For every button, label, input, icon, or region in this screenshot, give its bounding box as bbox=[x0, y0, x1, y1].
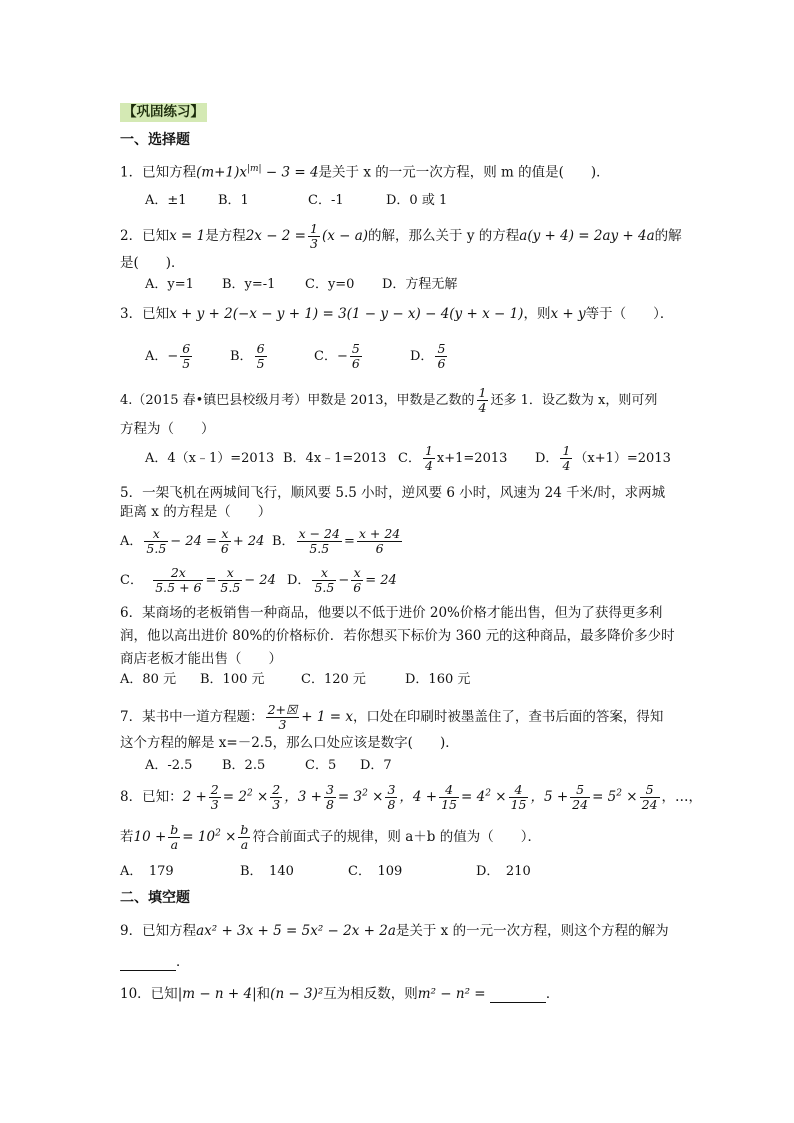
question-1: 1．已知方程$(m+1)x^{|m|} - 3 = 4$是关于 x 的一元一次方程，则 m 的值是( )． bbox=[120, 164, 610, 181]
q9-answer-blank[interactable] bbox=[120, 956, 176, 971]
q5-option-c: C． $\frac{2x}{5.5 + 6}$ = $\frac{x}{5.5}$ − 24 bbox=[120, 565, 276, 595]
q3-option-c: C．− $\frac{5}{6}$ bbox=[314, 341, 360, 371]
q8-option-b: B． 140 bbox=[240, 864, 294, 879]
question-2: 2．已知x = 1是方程2x − 2 = $\frac{1}{3}$ (x − a)的解，那么关于 y 的方程a(y + 4) = 2ay + 4a的解 bbox=[120, 221, 682, 251]
q4-option-d: D． $\frac{1}{4}$ （x+1）=2013 bbox=[535, 443, 671, 473]
q2-option-c: C．y=0 bbox=[305, 277, 355, 292]
q1-option-c: C．-1 bbox=[308, 193, 344, 208]
q3-option-d: D． $\frac{5}{6}$ bbox=[410, 341, 446, 371]
question-8-line2: 若10 + $\frac{b}{a}$ = $10^2$ × $\frac{b}{a}$ 符合前面式子的规律，则 a＋b 的值为（ ）． bbox=[120, 822, 541, 852]
q6-option-c: C．120 元 bbox=[301, 672, 366, 687]
section-choice-title: 一、选择题 bbox=[120, 132, 190, 148]
q2-option-b: B．y=-1 bbox=[222, 277, 276, 292]
q5-option-b: B． $\frac{x - 24}{5.5}$ = $\frac{x + 24}{6}$ bbox=[272, 526, 401, 556]
question-5-line2: 距离 x 的方程是（ ） bbox=[120, 504, 272, 520]
q8-option-a: A． 179 bbox=[120, 864, 174, 879]
practice-badge: 【巩固练习】 bbox=[120, 103, 207, 122]
q3-option-a: A．− $\frac{6}{5}$ bbox=[145, 341, 191, 371]
question-2-line2: 是( )． bbox=[120, 255, 185, 271]
q1-option-a: A．±1 bbox=[145, 193, 187, 208]
question-6-line2: 润，他以高出进价 80%的价格标价．若你想买下标价为 360 元的这种商品，最多降价多少时 bbox=[120, 628, 675, 644]
q8-option-c: C． 109 bbox=[348, 864, 403, 879]
question-4-line2: 方程为（ ） bbox=[120, 421, 215, 437]
question-8: 8．已知：2 + $\frac{2}{3}$ = $2^2$ × $\frac{2}{3}$ ，3 + $\frac{3}{8}$ = $3^2$ × $\frac{3}{8}$ ，4 + $\frac{4}{15}$ = $4^2$ × $\frac{4}{15}$ ，5 + $\frac{5}{24}$ = $5^2$ × $\frac{5}{24}$ ，…， bbox=[120, 782, 703, 812]
q1-option-b: B．1 bbox=[218, 193, 249, 208]
q5-option-d: D． $\frac{x}{5.5}$ − $\frac{x}{6}$ = 24 bbox=[287, 565, 397, 595]
q4-option-c: C． $\frac{1}{4}$ x+1=2013 bbox=[398, 443, 508, 473]
q6-option-b: B．100 元 bbox=[200, 672, 265, 687]
question-5: 5．一架飞机在两城间飞行，顺风要 5.5 小时，逆风要 6 小时，风速为 24 千米/时，求两城 bbox=[120, 485, 666, 501]
question-7: 7．某书中一道方程题： $\frac{2+☒}{3}$ + 1 = x，口处在印刷时被墨盖住了，查书后面的答案，得知 bbox=[120, 702, 664, 732]
q7-fraction: $\frac{2+☒}{3}$ bbox=[267, 702, 298, 732]
q5-option-a: A． $\frac{x}{5.5}$ − 24 = $\frac{x}{6}$ + 24 bbox=[120, 526, 265, 556]
q3-option-b: B． $\frac{6}{5}$ bbox=[230, 341, 265, 371]
q6-option-a: A．80 元 bbox=[120, 672, 177, 687]
question-6: 6．某商场的老板销售一种商品，他要以不低于进价 20%价格才能出售，但为了获得更多利 bbox=[120, 605, 663, 621]
q7-option-b: B．2.5 bbox=[222, 758, 266, 773]
q2-option-a: A．y=1 bbox=[145, 277, 194, 292]
question-6-line3: 商店老板才能出售（ ） bbox=[120, 651, 282, 667]
question-10: 10．已知|m − n + 4|和(n − 3)²互为相反数，则m² − n² = ． bbox=[120, 986, 560, 1002]
q8-option-d: D． 210 bbox=[476, 864, 531, 879]
q7-option-c: C．5 bbox=[305, 758, 337, 773]
q7-option-a: A．-2.5 bbox=[145, 758, 193, 773]
question-7-line2: 这个方程的解是 x=－2.5，那么口处应该是数字( )． bbox=[120, 735, 459, 751]
q1-option-d: D．0 或 1 bbox=[386, 193, 448, 208]
question-4: 4.（2015 春•镇巴县校级月考）甲数是 2013，甲数是乙数的 $\frac{1}{4}$ 还多 1．设乙数为 x，则可列 bbox=[120, 385, 658, 415]
q6-option-d: D．160 元 bbox=[405, 672, 471, 687]
section-fill-title: 二、填空题 bbox=[120, 890, 190, 906]
q10-answer-blank[interactable] bbox=[490, 988, 546, 1003]
q4-option-b: B．4x﹣1=2013 bbox=[283, 451, 387, 466]
q2-option-d: D．方程无解 bbox=[382, 277, 458, 292]
question-9-line2: ． bbox=[120, 953, 190, 971]
question-3: 3．已知x + y + 2(−x − y + 1) = 3(1 − y − x) − 4(y + x − 1)，则x + y等于（ ）． bbox=[120, 306, 674, 322]
q7-option-d: D．7 bbox=[360, 758, 392, 773]
q4-option-a: A．4（x﹣1）=2013 bbox=[145, 451, 275, 466]
question-9: 9．已知方程ax² + 3x + 5 = 5x² − 2x + 2a是关于 x 的一元一次方程，则这个方程的解为 bbox=[120, 923, 669, 939]
q2-fraction: $\frac{1}{3}$ bbox=[310, 221, 318, 251]
